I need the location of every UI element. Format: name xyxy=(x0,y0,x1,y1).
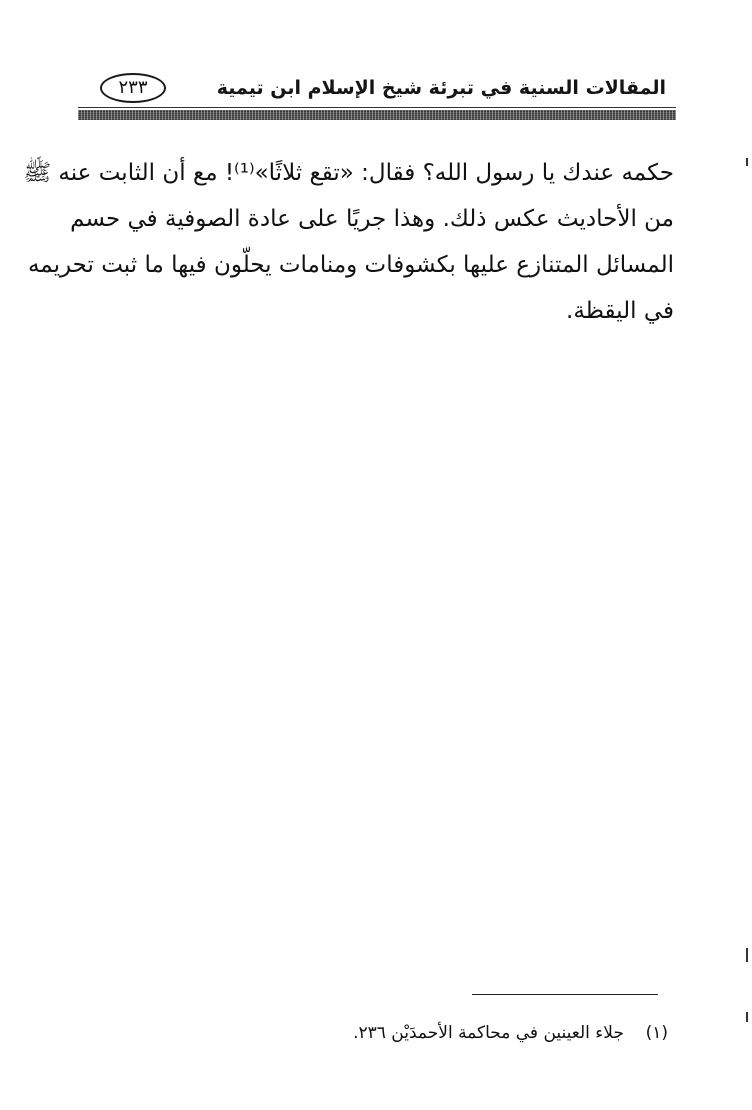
page-number: ٢٣٣ xyxy=(118,77,148,98)
footnote-rule xyxy=(472,994,658,995)
running-head-title: المقالات السنية في تبرئة شيخ الإسلام ابن تيمية xyxy=(216,77,666,99)
body-line-2: من الأحاديث عكس ذلك. وهذا جريًا على عادة الصوفية في حسم xyxy=(70,206,674,232)
footnote-marker: (١) xyxy=(645,1023,668,1043)
footnote-text: جلاء العينين في محاكمة الأحمدَيْن ٢٣٦. xyxy=(353,1023,624,1043)
body-line-4: في اليقظة. xyxy=(566,298,674,324)
scan-speck xyxy=(746,1012,748,1022)
footnote-1 xyxy=(353,1020,668,1046)
scan-speck xyxy=(746,948,748,962)
scan-speck xyxy=(746,158,748,166)
page-number-oval xyxy=(100,73,166,103)
body-line-3: المسائل المتنازع عليها بكشوفات ومنامات يحلّون فيها ما ثبت تحريمه xyxy=(27,252,674,278)
body-line-1: حكمه عندك يا رسول الله؟ فقال: «تقع ثلاثًا»⁽¹⁾! مع أن الثابت عنه ﷺ xyxy=(23,160,674,186)
header-rule xyxy=(78,110,676,120)
body-paragraph xyxy=(23,150,674,334)
